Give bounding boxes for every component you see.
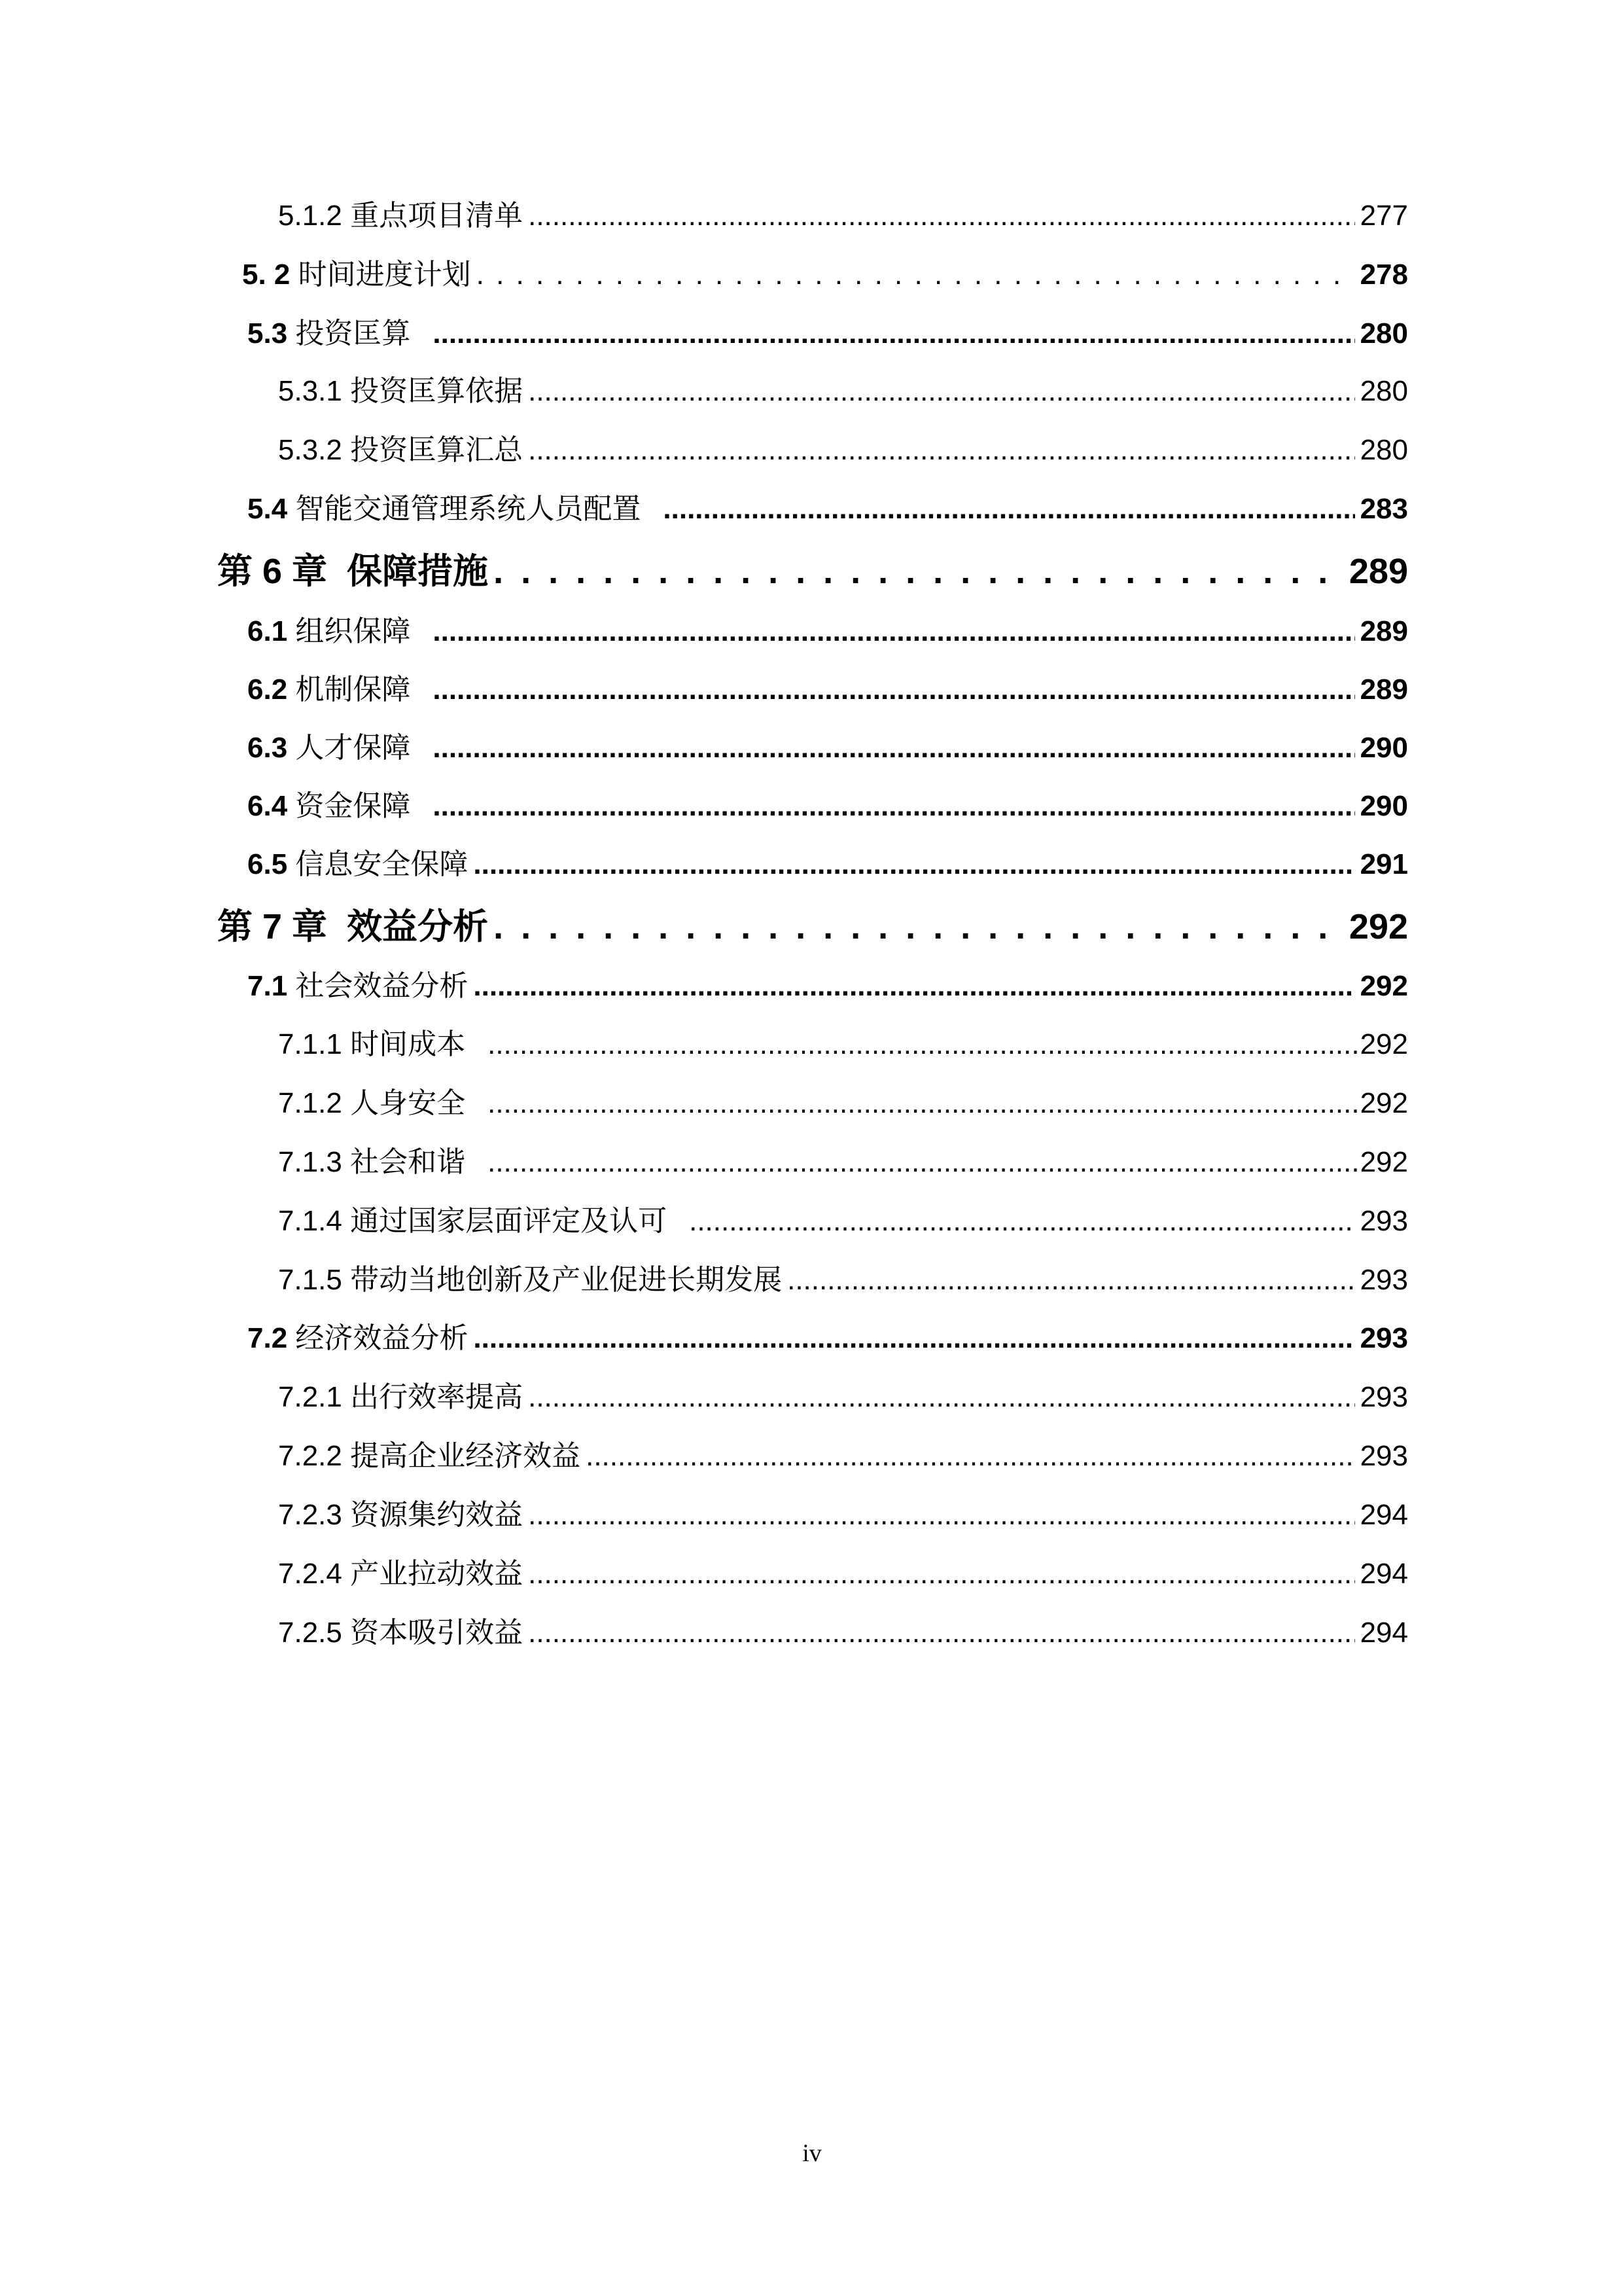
toc-entry[interactable] (247, 670, 1408, 709)
toc-entry-title: 5. 2 时间进度计划 (242, 259, 471, 291)
toc-page-number: 292 (1360, 1146, 1408, 1178)
dot-leader (689, 1202, 1354, 1241)
dot-leader (487, 1143, 1360, 1182)
toc-entry[interactable] (278, 1261, 1408, 1300)
toc-entry-title: 5.3.1 投资匡算依据 (278, 375, 523, 407)
toc-entry-title: 6.4 资金保障 (247, 790, 411, 822)
toc-entry-title: 7.2.2 提高企业经济效益 (278, 1440, 581, 1472)
toc-entry[interactable] (247, 728, 1408, 768)
toc-entry-title: 7.2.3 资源集约效益 (278, 1499, 523, 1531)
toc-entry-title: 5.4 智能交通管理系统人员配置 (247, 493, 641, 525)
dot-leader (493, 548, 1344, 594)
dot-leader (528, 1496, 1354, 1535)
toc-entry[interactable] (278, 1437, 1408, 1476)
toc-page-number: 293 (1360, 1264, 1408, 1296)
toc-entry[interactable] (278, 1378, 1408, 1417)
toc-entry-title: 5.3 投资匡算 (247, 317, 411, 350)
toc-entry-title: 7.2.5 资本吸引效益 (278, 1617, 523, 1649)
toc-page-number: 292 (1360, 970, 1408, 1002)
toc-entry[interactable] (247, 490, 1408, 529)
toc-entry[interactable] (278, 1613, 1408, 1653)
toc-entry-title: 7.2.1 出行效率提高 (278, 1381, 523, 1413)
toc-page-number: 280 (1360, 375, 1408, 407)
dot-leader (528, 1378, 1354, 1417)
toc-entry-title: 7.1.2 人身安全 (278, 1087, 466, 1119)
toc-page-number: 289 (1360, 673, 1408, 706)
toc-page-number: 294 (1360, 1558, 1408, 1590)
toc-entry-title: 6.1 组织保障 (247, 615, 411, 647)
toc-entry[interactable] (278, 1554, 1408, 1594)
dot-leader (473, 845, 1354, 884)
toc-entry-title: 6.5 信息安全保障 (247, 848, 468, 880)
toc-entry[interactable] (278, 196, 1408, 236)
toc-page-number: 293 (1360, 1440, 1408, 1472)
toc-page-number: 290 (1360, 732, 1408, 764)
toc-entry-title: 5.3.2 投资匡算汇总 (278, 434, 523, 466)
dot-leader (432, 314, 1354, 353)
toc-entry[interactable] (278, 1025, 1408, 1064)
dot-leader (432, 612, 1354, 651)
toc-entry[interactable] (278, 372, 1408, 411)
toc-page-number: 280 (1360, 317, 1408, 350)
dot-leader (473, 967, 1354, 1006)
toc-entry-title: 7.1.1 时间成本 (278, 1028, 466, 1060)
toc-chapter-title: 第 6 章 保障措施 (217, 552, 489, 591)
dot-leader (528, 372, 1354, 411)
dot-leader (663, 490, 1354, 529)
toc-entry[interactable] (247, 967, 1408, 1006)
toc-entry[interactable] (247, 845, 1408, 884)
dot-leader (528, 1554, 1354, 1594)
dot-leader (586, 1437, 1354, 1476)
toc-page-number: 290 (1360, 790, 1408, 822)
toc-page-number: 289 (1360, 615, 1408, 647)
toc-chapter-title: 第 7 章 效益分析 (217, 907, 489, 946)
toc-entry-title: 7.1.5 带动当地创新及产业促进长期发展 (278, 1264, 783, 1296)
dot-leader (432, 670, 1354, 709)
toc-entry[interactable] (278, 1143, 1408, 1182)
toc-entry-title: 7.2.4 产业拉动效益 (278, 1558, 523, 1590)
toc-page-number: 292 (1360, 1087, 1408, 1119)
dot-leader (487, 1084, 1360, 1123)
toc-chapter-entry[interactable] (217, 548, 1408, 594)
toc-entry[interactable] (242, 255, 1408, 295)
toc-entry[interactable] (247, 612, 1408, 651)
toc-page-number: 289 (1349, 552, 1408, 591)
toc-page-number: 277 (1360, 200, 1408, 232)
dot-leader (528, 1613, 1354, 1653)
toc-entry[interactable] (278, 1084, 1408, 1123)
toc-page-number: 292 (1360, 1028, 1408, 1060)
toc-entry-title: 6.2 机制保障 (247, 673, 411, 706)
toc-entry[interactable] (247, 1319, 1408, 1358)
toc-page-number: 280 (1360, 434, 1408, 466)
toc-page-number: 292 (1349, 907, 1408, 946)
toc-page-number: 293 (1360, 1205, 1408, 1237)
dot-leader (487, 1025, 1360, 1064)
toc-entry-title: 7.1.3 社会和谐 (278, 1146, 466, 1178)
dot-leader (473, 1319, 1354, 1358)
toc-entry-title: 5.1.2 重点项目清单 (278, 200, 523, 232)
toc-entry-title: 7.2 经济效益分析 (247, 1322, 468, 1354)
dot-leader (528, 431, 1354, 470)
page-number: iv (802, 2140, 822, 2167)
toc-page-number: 278 (1360, 259, 1408, 291)
toc-entry[interactable] (278, 1496, 1408, 1535)
dot-leader (528, 196, 1354, 236)
toc-entry[interactable] (247, 314, 1408, 353)
dot-leader (493, 904, 1344, 950)
dot-leader (787, 1261, 1354, 1300)
dot-leader (432, 787, 1354, 826)
toc-page-number: 294 (1360, 1617, 1408, 1649)
toc-page-number: 283 (1360, 493, 1408, 525)
toc-entry-title: 7.1.4 通过国家层面评定及认可 (278, 1205, 667, 1237)
dot-leader (476, 255, 1355, 295)
toc-page-number: 291 (1360, 848, 1408, 880)
toc-page-number: 294 (1360, 1499, 1408, 1531)
toc-chapter-entry[interactable] (217, 904, 1408, 950)
toc-entry[interactable] (278, 431, 1408, 470)
dot-leader (432, 728, 1354, 768)
toc-entry-title: 6.3 人才保障 (247, 732, 411, 764)
toc-entry[interactable] (247, 787, 1408, 826)
toc-entry[interactable] (278, 1202, 1408, 1241)
toc-entry-title: 7.1 社会效益分析 (247, 970, 468, 1002)
toc-page-number: 293 (1360, 1381, 1408, 1413)
toc-page-number: 293 (1360, 1322, 1408, 1354)
